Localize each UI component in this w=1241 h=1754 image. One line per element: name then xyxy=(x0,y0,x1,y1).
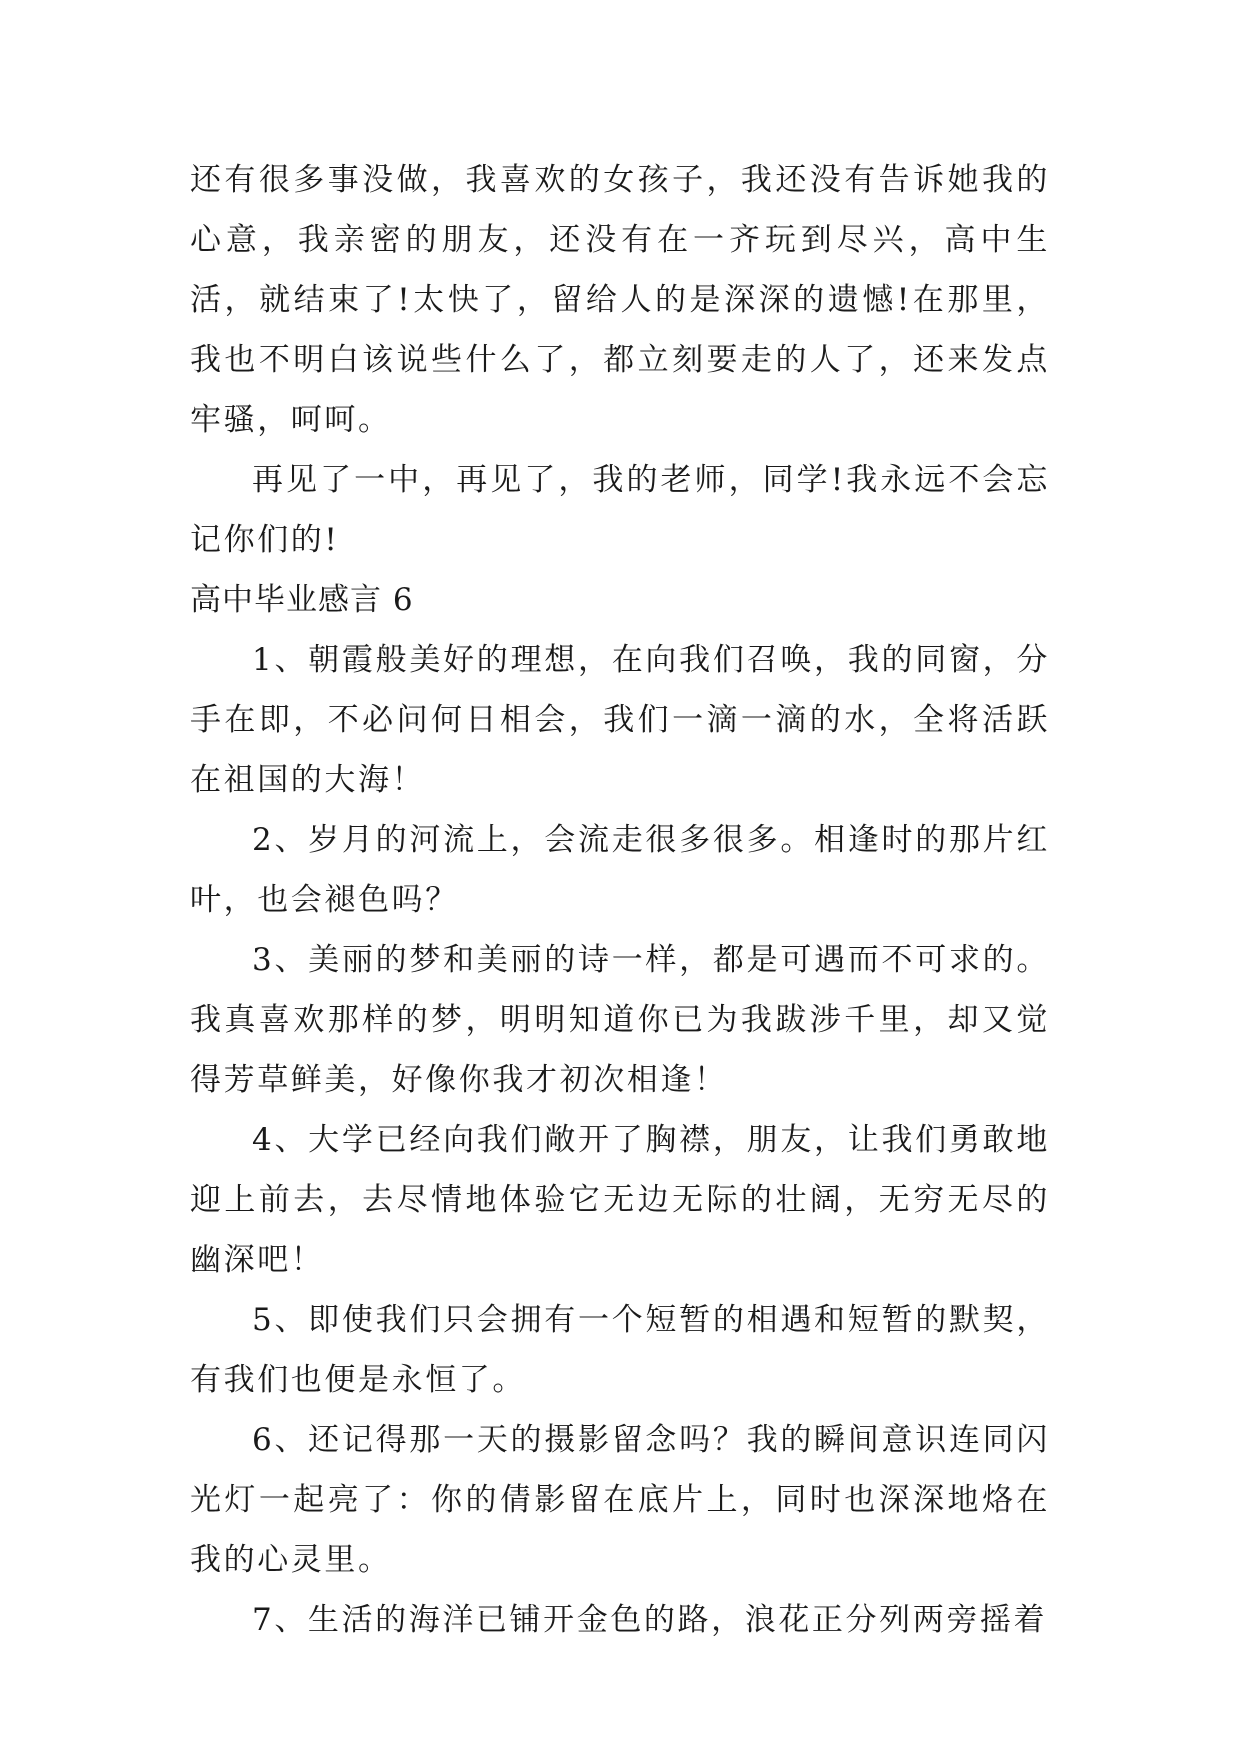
paragraph-farewell-regrets: 还有很多事没做，我喜欢的女孩子，我还没有告诉她我的心意，我亲密的朋友，还没有在一齐玩到尽兴，高中生活，就结束了!太快了，留给人的是深深的遗憾!在那里，我也不明白该说些什么了，都立刻要走的人了，还来发点牢骚，呵呵。 xyxy=(190,162,1050,438)
paragraph-goodbye-school: 再见了一中，再见了，我的老师，同学!我永远不会忘记你们的! xyxy=(190,462,1050,558)
list-item-2: 2、岁月的河流上，会流走很多很多。相逢时的那片红叶，也会褪色吗？ xyxy=(190,822,1050,918)
list-item-5: 5、即使我们只会拥有一个短暂的相遇和短暂的默契，有我们也便是永恒了。 xyxy=(190,1302,1050,1398)
list-item-7: 7、生活的海洋已铺开金色的路，浪花正分列两旁摇着 xyxy=(252,1602,1048,1638)
list-item-3: 3、美丽的梦和美丽的诗一样，都是可遇而不可求的。我真喜欢那样的梦，明明知道你已为我跋涉千里，却又觉得芳草鲜美，好像你我才初次相逢！ xyxy=(190,942,1050,1098)
list-item-1: 1、朝霞般美好的理想，在向我们召唤，我的同窗，分手在即，不必问何日相会，我们一滴一滴的水，全将活跃在祖国的大海！ xyxy=(190,642,1050,798)
document-page xyxy=(190,150,1050,1650)
list-item-6: 6、还记得那一天的摄影留念吗？我的瞬间意识连同闪光灯一起亮了：你的倩影留在底片上，同时也深深地烙在我的心灵里。 xyxy=(190,1422,1050,1578)
section-heading: 高中毕业感言 6 xyxy=(190,582,414,618)
list-item-4: 4、大学已经向我们敞开了胸襟，朋友，让我们勇敢地迎上前去，去尽情地体验它无边无际的壮阔，无穷无尽的幽深吧！ xyxy=(190,1122,1050,1278)
